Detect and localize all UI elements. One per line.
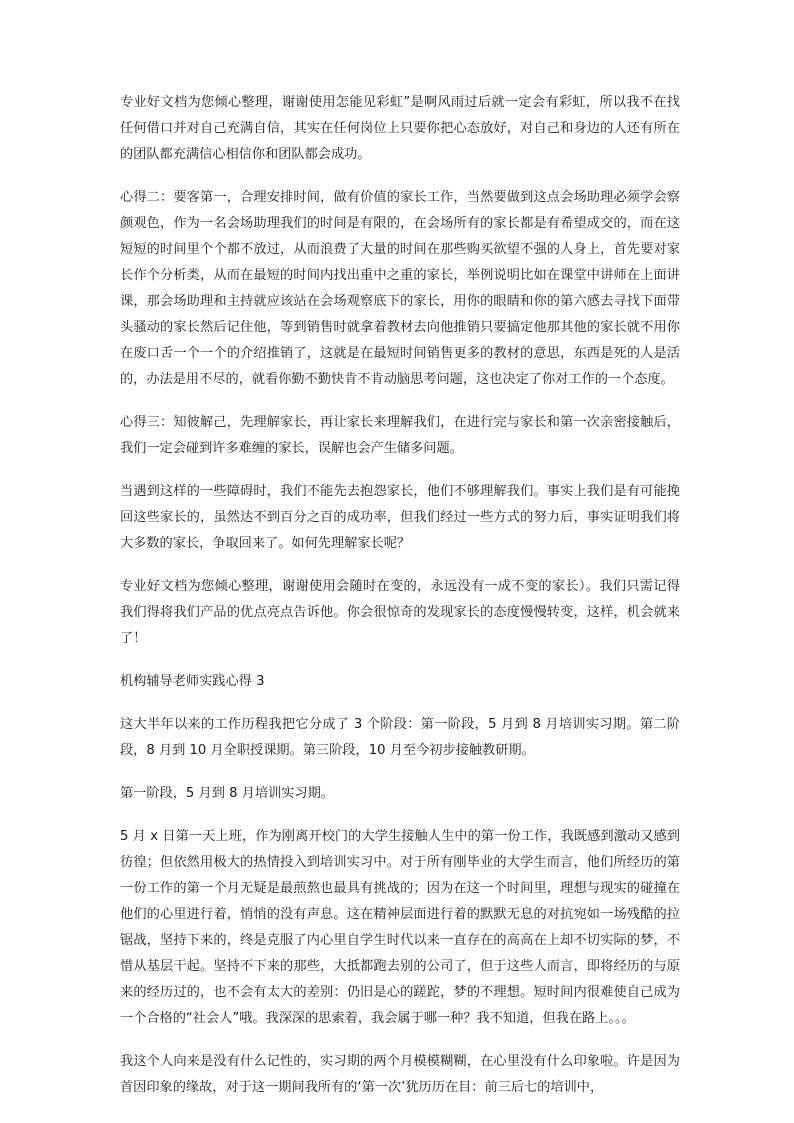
paragraph-obstacles: 当遇到这样的一些障碍时，我们不能先去抱怨家长，他们不够理解我们。事实上我们是有可能挽回这些家长的，虽然达不到百分之百的成功率，但我们经过一些方式的努力后，事实证明我们将大多数的家长，争取回来了。如何先理解家长呢？ [120, 484, 680, 551]
paragraph-stages-overview: 这大半年以来的工作历程我把它分成了 3 个阶段：第一阶段，5 月到 8 月培训实习期。第二阶段，8 月到 10 月全职授课期。第三阶段，10 月至今初步接触教研期。 [120, 717, 680, 758]
document-page [120, 90, 680, 1101]
paragraph-product-advantages: 专业好文档为您倾心整理，谢谢使用会随时在变的，永远没有一成不变的家长）。我们只需记得我们得将我们产品的优点亮点告诉他。你会很惊奇的发现家长的态度慢慢转变，这样，机会就来了！ [120, 579, 680, 646]
paragraph-stage-one-heading: 第一阶段，5 月到 8 月培训实习期。 [120, 786, 334, 801]
section-heading: 机构辅导老师实践心得 3 [120, 674, 265, 689]
paragraph-intro: 专业好文档为您倾心整理，谢谢使用怎能见彩虹”是啊风雨过后就一定会有彩虹，所以我不在找任何借口并对自己充满自信，其实在任何岗位上只要你把心态放好，对自己和身边的人还有所在的团队都充满信心相信你和团队都会成功。 [120, 95, 680, 162]
paragraph-insight-two: 心得二：要客第一，合理安排时间，做有价值的家长工作，当然要做到这点会场助理必须学会察颜观色，作为一名会场助理我们的时间是有限的，在会场所有的家长都是有希望成交的，而在这短短的时间里个个都不放过，从而浪费了大量的时间在那些购买欲望不强的人身上，首先要对家长作个分析类，从而在最短的时间内找出重中之重的家长，举例说明比如在课堂中讲师在上面讲课，那会场助理和主持就应该站在会场观察底下的家长，用你的眼睛和你的第六感去寻找下面带头骚动的家长然后记住他，等到销售时就拿着教材去向他推销只要搞定他那其他的家长就不用你在废口舌一个一个的介绍推销了，这就是在最短时间销售更多的教材的意思，东西是死的人是活的，办法是用不尽的，就看你勤不勤快肯不肯动脑思考问题，这也决定了你对工作的一个态度。 [120, 190, 680, 387]
paragraph-insight-three: 心得三：知彼解己，先理解家长，再让家长来理解我们，在进行完与家长和第一次亲密接触后，我们一定会碰到许多难缠的家长，误解也会产生储多问题。 [120, 415, 680, 456]
paragraph-internship-memory: 我这个人向来是没有什么记性的，实习期的两个月模模糊糊，在心里没有什么印象啦。许是因为首因印象的缘故，对于这一期间我所有的‘第一次’犹历历在目：前三后七的培训中， [120, 1054, 680, 1095]
paragraph-first-day: 5 月 x 日第一天上班，作为刚离开校门的大学生接触人生中的第一份工作，我既感到激动又感到彷徨；但依然用极大的热情投入到培训实习中。对于所有刚毕业的大学生而言，他们所经历的第一份工作的第一个月无疑是最煎熬也最具有挑战的；因为在这一个时间里，理想与现实的碰撞在他们的心里进行着，悄悄的没有声息。这在精神层面进行着的默默无息的对抗宛如一场残酷的拉锯战，坚持下来的，终是克服了内心里自学生时代以来一直存在的高高在上却不切实际的梦，不惜从基层干起。坚持不下来的那些，大抵都跑去别的公司了，但于这些人而言，即将经历的与原来的经历过的，也不会有太大的差别：仍旧是心的蹉跎，梦的不理想。短时间内很难使自己成为一个合格的“社会人”哦。我深深的思索着，我会属于哪一种？我不知道，但我在路上。。。 [120, 829, 680, 1026]
